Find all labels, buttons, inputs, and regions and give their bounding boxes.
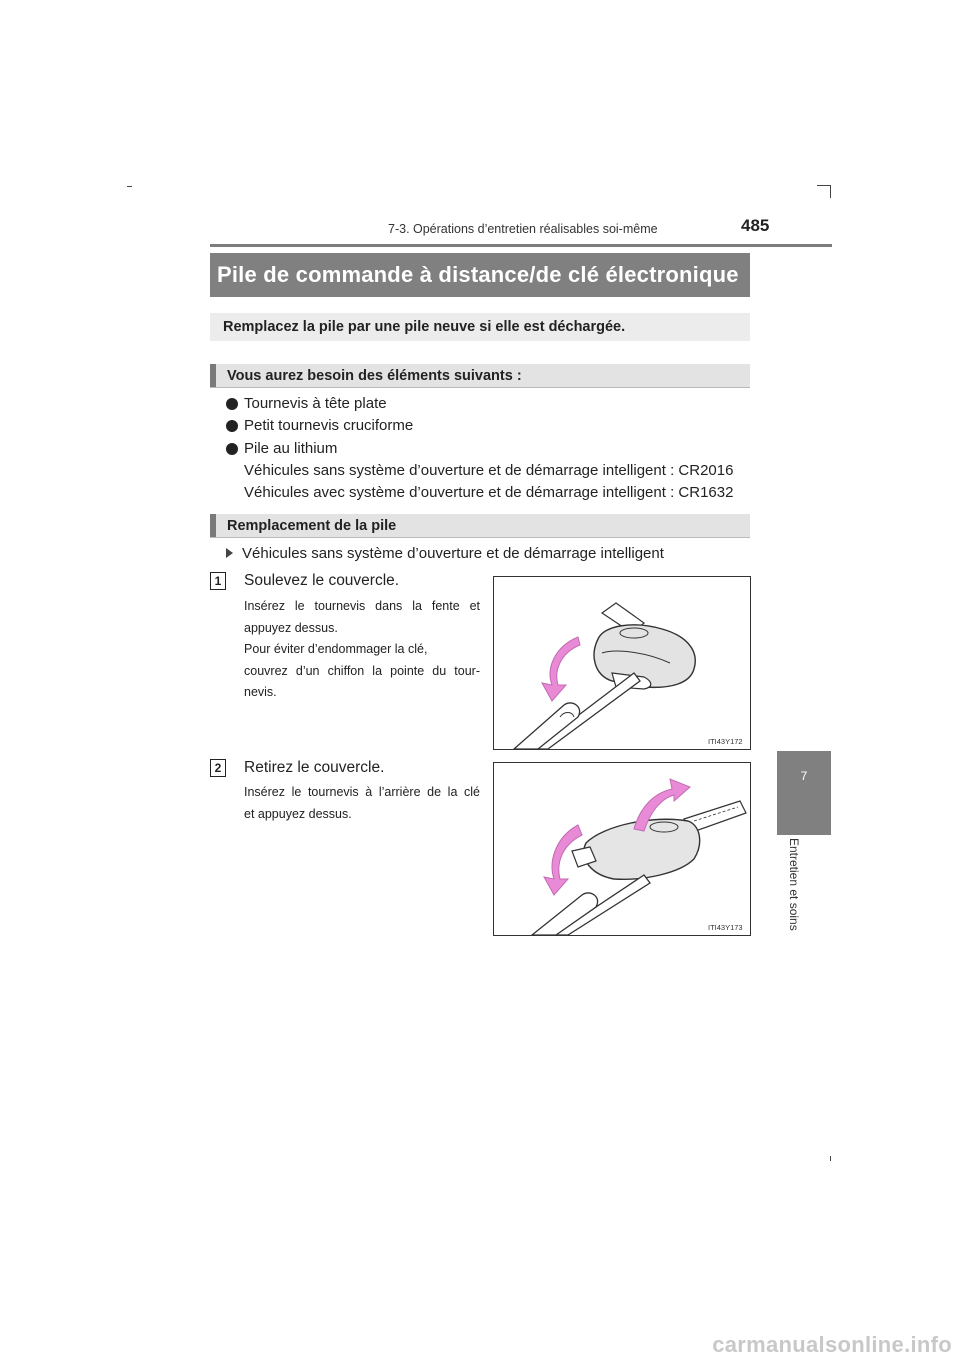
step-line: Pour éviter d’endommager la clé, bbox=[244, 642, 428, 656]
replacement-heading-bar bbox=[210, 514, 750, 538]
variant-text: Véhicules sans système d’ouverture et de démarrage intelligent bbox=[242, 545, 664, 562]
step-line: et appuyez dessus. bbox=[244, 806, 352, 821]
step-line: appuyez dessus. bbox=[244, 620, 338, 635]
chapter-number: 7 bbox=[800, 769, 808, 783]
replacement-heading: Remplacement de la pile bbox=[227, 518, 397, 534]
bullet-icon bbox=[226, 420, 238, 432]
triangle-bullet-icon bbox=[226, 548, 233, 558]
battery-line: Véhicules sans système d’ouverture et de démarrage intelligent : CR2016 bbox=[244, 462, 734, 479]
header-rule bbox=[210, 244, 832, 247]
heading-accent bbox=[210, 364, 216, 387]
step-title: Soulevez le couvercle. bbox=[244, 572, 400, 589]
battery-line: Véhicules avec système d’ouverture et de démarrage intelligent : CR1632 bbox=[244, 484, 734, 501]
step-description bbox=[244, 782, 480, 825]
list-item-text: Tournevis à tête plate bbox=[244, 395, 387, 412]
watermark-text[interactable]: carmanualsonline.info bbox=[712, 1332, 952, 1357]
page-title-bar bbox=[210, 253, 750, 297]
bullet-icon bbox=[226, 443, 238, 455]
step-line: couvrez d’un chiffon la pointe du tour- bbox=[244, 663, 480, 678]
figure-code: ITI43Y172 bbox=[708, 737, 743, 746]
page-title: Pile de commande à distance/de clé électronique bbox=[217, 262, 739, 287]
crop-mark bbox=[817, 185, 830, 186]
crop-mark bbox=[830, 1156, 831, 1161]
needs-heading: Vous aurez besoin des éléments suivants : bbox=[227, 368, 522, 384]
list-item-text: Petit tournevis cruciforme bbox=[244, 417, 414, 434]
watermark[interactable] bbox=[0, 1330, 960, 1358]
step-title: Retirez le couvercle. bbox=[244, 759, 385, 776]
step-description bbox=[244, 596, 480, 704]
step-line: Insérez le tournevis dans la fente et bbox=[244, 599, 480, 613]
crop-mark bbox=[830, 185, 831, 198]
section-path: 7-3. Opérations d’entretien réalisables soi-même bbox=[388, 222, 658, 236]
list-item-text: Pile au lithium bbox=[244, 440, 338, 457]
chapter-label bbox=[787, 838, 801, 931]
step-number-box: 1 bbox=[210, 572, 226, 590]
intro-box bbox=[210, 313, 750, 341]
page-number: 485 bbox=[741, 216, 770, 235]
key-screwdriver-illustration bbox=[494, 577, 750, 749]
step-line: Insérez le tournevis à l’arrière de la clé bbox=[244, 785, 480, 799]
chapter-tab[interactable] bbox=[777, 751, 831, 835]
figure-step-1 bbox=[493, 576, 751, 750]
intro-text: Remplacez la pile par une pile neuve si elle est déchargée. bbox=[223, 319, 626, 335]
chapter-label-text: Entretien et soins bbox=[787, 838, 801, 931]
crop-mark bbox=[127, 186, 132, 187]
figure-step-2 bbox=[493, 762, 751, 936]
heading-accent bbox=[210, 514, 216, 537]
figure-code: ITI43Y173 bbox=[708, 923, 743, 932]
key-cover-removal-illustration bbox=[494, 763, 750, 935]
step-line: nevis. bbox=[244, 685, 277, 699]
step-number-box: 2 bbox=[210, 759, 226, 777]
needs-heading-bar bbox=[210, 364, 750, 388]
bullet-icon bbox=[226, 398, 238, 410]
